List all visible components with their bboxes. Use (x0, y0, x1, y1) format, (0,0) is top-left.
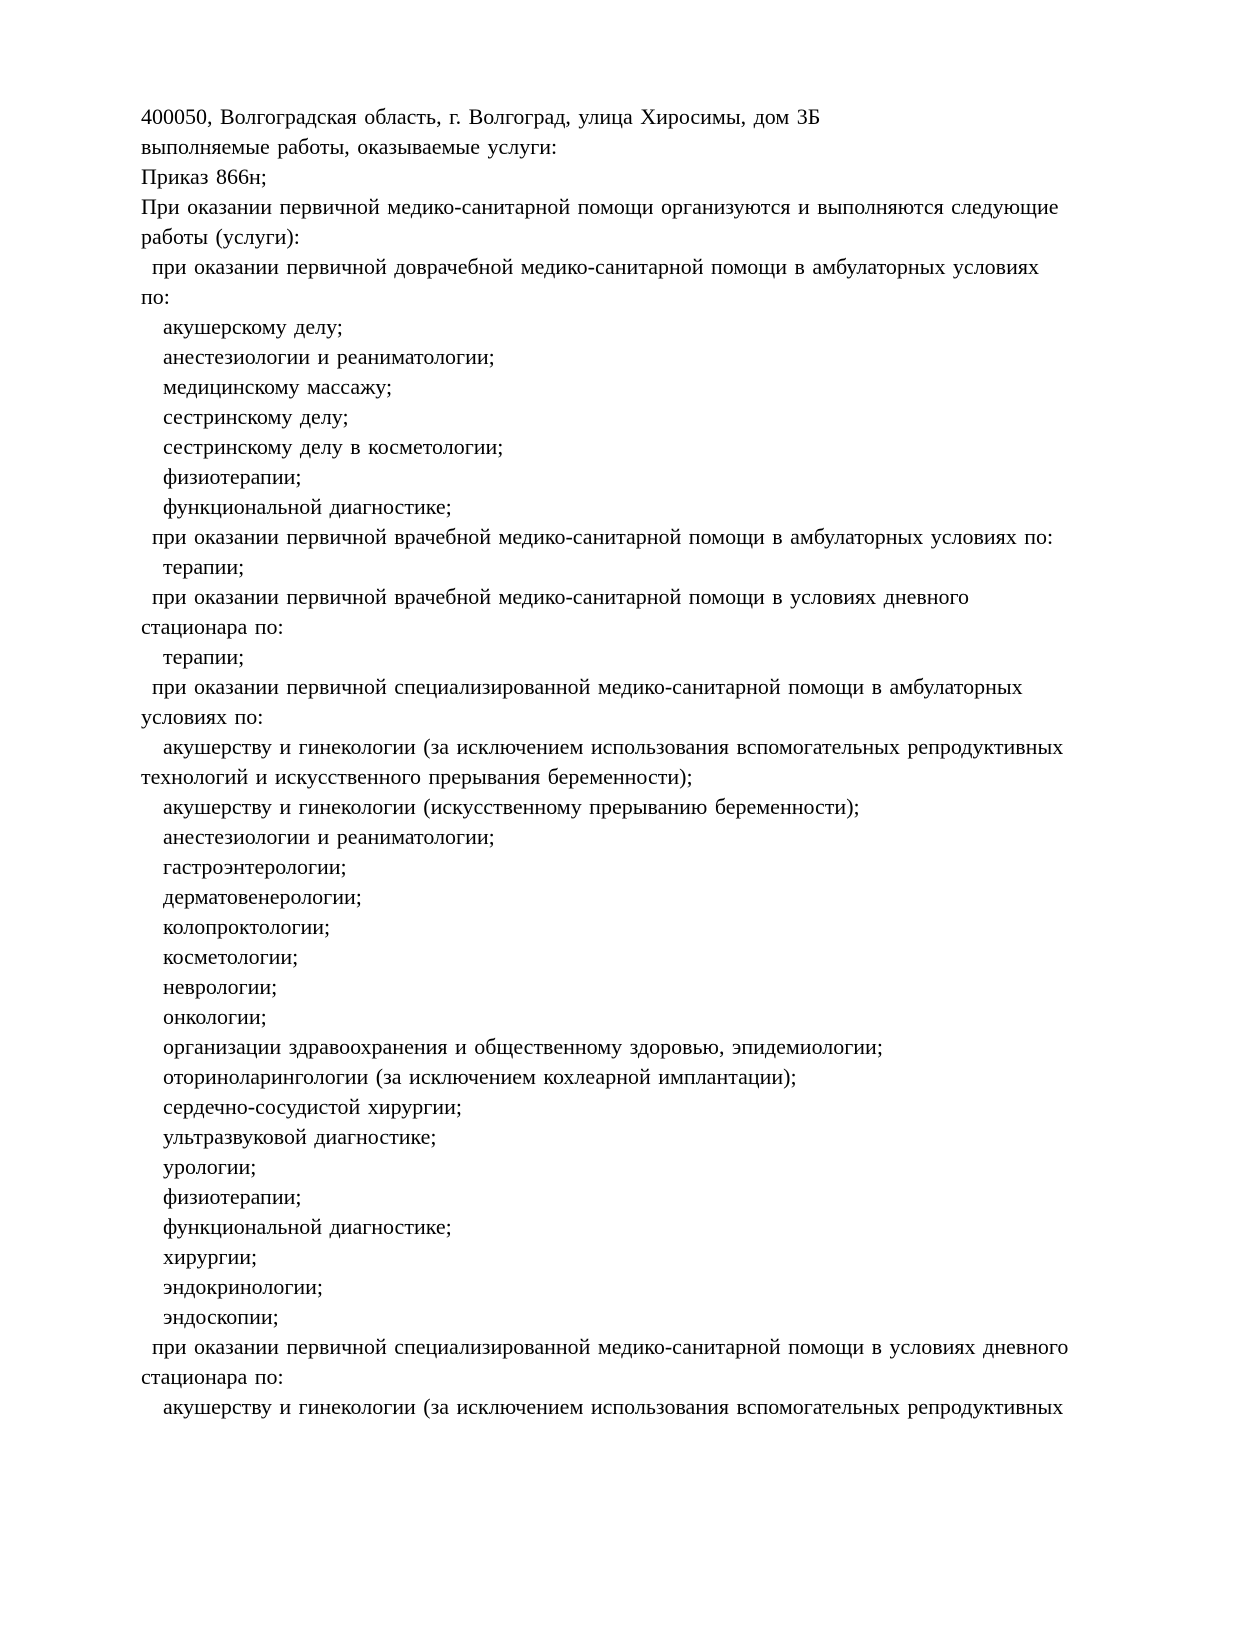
text-line: выполняемые работы, оказываемые услуги: (141, 134, 558, 159)
text-line: анестезиологии и реаниматологии; (163, 824, 495, 849)
text-line: функциональной диагностике; (163, 494, 452, 519)
text-line: стационара по: (141, 1364, 284, 1389)
text-line: сестринскому делу в косметологии; (163, 434, 504, 459)
text-line: технологий и искусственного прерывания беременности); (141, 764, 693, 789)
text-line: работы (услуги): (141, 224, 300, 249)
text-line: гастроэнтерологии; (163, 854, 347, 879)
text-line: стационара по: (141, 614, 284, 639)
text-line: акушерству и гинекологии (за исключением использования вспомогательных репродуктивных (163, 1394, 1064, 1419)
text-line: физиотерапии; (163, 464, 302, 489)
text-line: дерматовенерологии; (163, 884, 362, 909)
text-line: физиотерапии; (163, 1184, 302, 1209)
text-line: сестринскому делу; (163, 404, 349, 429)
text-line: эндоскопии; (163, 1304, 279, 1329)
text-line: При оказании первичной медико-санитарной помощи организуются и выполняются следующие (141, 194, 1059, 219)
text-line: эндокринологии; (163, 1274, 324, 1299)
text-line: хирургии; (163, 1244, 258, 1269)
text-line: ультразвуковой диагностике; (163, 1124, 437, 1149)
text-line: онкологии; (163, 1004, 267, 1029)
text-line: акушерству и гинекологии (искусственному прерыванию беременности); (163, 794, 860, 819)
text-line: по: (141, 284, 170, 309)
text-line: при оказании первичной врачебной медико-санитарной помощи в амбулаторных условиях по: (152, 524, 1054, 549)
text-line: акушерскому делу; (163, 314, 343, 339)
text-line: колопроктологии; (163, 914, 331, 939)
text-line: акушерству и гинекологии (за исключением использования вспомогательных репродуктивных (163, 734, 1064, 759)
text-line: 400050, Волгоградская область, г. Волгоград, улица Хиросимы, дом 3Б (141, 104, 821, 129)
document-text (141, 102, 1201, 1422)
text-line: условиях по: (141, 704, 264, 729)
text-line: при оказании первичной доврачебной медико-санитарной помощи в амбулаторных условиях (152, 254, 1039, 279)
text-line: косметологии; (163, 944, 299, 969)
text-line: сердечно-сосудистой хирургии; (163, 1094, 462, 1119)
text-line: при оказании первичной врачебной медико-санитарной помощи в условиях дневного (152, 584, 970, 609)
text-line: терапии; (163, 554, 245, 579)
text-line: анестезиологии и реаниматологии; (163, 344, 495, 369)
text-line: неврологии; (163, 974, 278, 999)
text-line: организации здравоохранения и общественному здоровью, эпидемиологии; (163, 1034, 883, 1059)
text-line: при оказании первичной специализированной медико-санитарной помощи в условиях дневного (152, 1334, 1069, 1359)
text-line: медицинскому массажу; (163, 374, 393, 399)
text-line: Приказ 866н; (141, 164, 267, 189)
text-line: при оказании первичной специализированной медико-санитарной помощи в амбулаторных (152, 674, 1023, 699)
text-line: функциональной диагностике; (163, 1214, 452, 1239)
text-line: урологии; (163, 1154, 257, 1179)
text-line: терапии; (163, 644, 245, 669)
text-line: оториноларингологии (за исключением кохлеарной имплантации); (163, 1064, 797, 1089)
